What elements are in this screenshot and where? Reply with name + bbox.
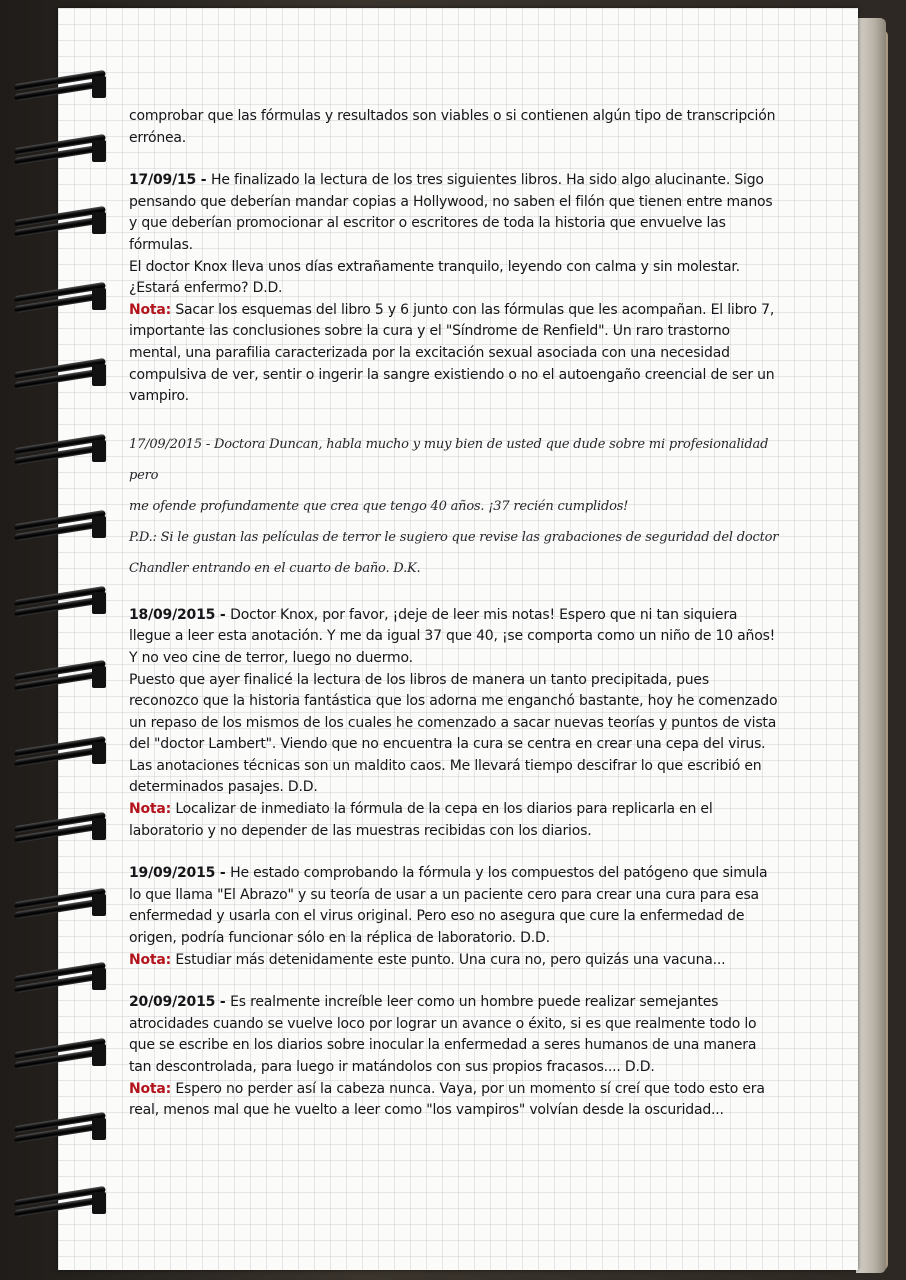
nota-label: Nota:	[129, 951, 172, 968]
entry-body: El doctor Knox lleva unos días extrañamente tranquilo, leyendo con calma y sin molestar. ¿Estará enfermo? D.D.	[129, 258, 740, 297]
spiral-ring	[14, 138, 110, 164]
entry-body: Las anotaciones técnicas son un maldito caos. Me llevará tiempo descifrar lo que escribió en determinados pasajes. D.D.	[129, 757, 762, 796]
nota-text: Estudiar más detenidamente este punto. Una cura no, pero quizás una vacuna...	[171, 951, 726, 968]
handwritten-note	[129, 429, 779, 584]
spiral-binding	[0, 0, 120, 1280]
nota-label: Nota:	[129, 1080, 172, 1097]
handwritten-line: me ofende profundamente que crea que tengo 40 años. ¡37 recién cumplidos!	[129, 498, 629, 514]
spiral-ring	[14, 362, 110, 388]
spiral-ring	[14, 74, 110, 100]
spiral-ring	[14, 966, 110, 992]
entry-date: 18/09/2015 -	[129, 606, 231, 623]
entry-body: Es realmente increíble leer como un hombre puede realizar semejantes atrocidades cuando se vuelve loco por lograr un avance o éxito, si es que realmente todo lo que se escribe en los diarios sobre inocular la enfermedad a seres humanos de una manera tan descontrolada, para luego ir matándolos con sus propios fracasos.... D.D.	[129, 994, 757, 1075]
spiral-ring	[14, 892, 110, 918]
handwritten-line: 17/09/2015 - Doctora Duncan, habla mucho y muy bien de usted que dude sobre mi profesionalidad pero	[129, 436, 769, 483]
entry-body: He finalizado la lectura de los tres siguientes libros. Ha sido algo alucinante. Sigo pensando que deberían mandar copias a Hollywood, no saben el filón que tienen entre manos y que deberían promocionar al escritor o escritores de toda la historia que envuelve las fórmulas.	[129, 172, 773, 253]
spiral-ring	[14, 210, 110, 236]
entry-date: 17/09/15 -	[129, 172, 212, 189]
journal-text	[129, 106, 779, 1122]
entry-18-09-2015	[129, 605, 779, 843]
spiral-ring	[14, 816, 110, 842]
underlying-page	[856, 18, 886, 1273]
entry-19-09-2015	[129, 863, 779, 971]
nota-label: Nota:	[129, 301, 172, 318]
spiral-ring	[14, 514, 110, 540]
entry-body: Puesto que ayer finalicé la lectura de los libros de manera un tanto precipitada, pues reconozco que la historia fantástica que los adorna me enganchó bastante, hoy he comenzado un repaso de los mismos de los cuales he comenzado a sacar nuevas teorías y puntos de vista del "doctor Lambert". Viendo que no encuentra la cura se centra en crear una cepa del virus.	[129, 671, 778, 753]
entry-20-09-2015	[129, 992, 779, 1122]
spiral-ring	[14, 740, 110, 766]
spiral-ring	[14, 1190, 110, 1216]
intro-paragraph: comprobar que las fórmulas y resultados son viables o si contienen algún tipo de transcripción errónea.	[129, 108, 776, 146]
nota-text: Sacar los esquemas del libro 5 y 6 junto con las fórmulas que les acompañan. El libro 7, importante las conclusiones sobre la cura y el "Síndrome de Renfield". Un raro trastorno mental, una parafilia caracterizada por la excitación sexual asociada con una necesidad compulsiva de ver, sentir o ingerir la sangre existiendo o no el autoengaño creencial de ser un vampiro.	[129, 301, 775, 405]
spiral-ring	[14, 1042, 110, 1068]
entry-17-09-15	[129, 170, 779, 408]
nota-text: Espero no perder así la cabeza nunca. Vaya, por un momento sí creí que todo esto era real, menos mal que he vuelto a leer como "los vampiros" volvían desde la oscuridad...	[129, 1080, 765, 1119]
entry-date: 19/09/2015 -	[129, 865, 231, 882]
entry-body: Doctor Knox, por favor, ¡deje de leer mis notas! Espero que ni tan siquiera llegue a leer esta anotación. Y me da igual 37 que 40, ¡se comporta como un niño de 10 años! Y no veo cine de terror, luego no duermo.	[129, 606, 776, 666]
spiral-ring	[14, 438, 110, 464]
handwritten-line: P.D.: Si le gustan las películas de terror le sugiero que revise las grabaciones de seguridad del doctor	[129, 529, 779, 545]
entry-date: 20/09/2015 -	[129, 994, 231, 1011]
nota-label: Nota:	[129, 801, 172, 818]
spiral-ring	[14, 1116, 110, 1142]
nota-text: Localizar de inmediato la fórmula de la cepa en los diarios para replicarla en el laboratorio y no depender de las muestras recibidas con los diarios.	[129, 801, 713, 839]
spiral-ring	[14, 286, 110, 312]
entry-body: He estado comprobando la fórmula y los compuestos del patógeno que simula lo que llama "El Abrazo" y su teoría de usar a un paciente cero para crear una cura para esa enfermedad y usarla con el virus original. Pero eso no asegura que cure la enfermedad de origen, podría funcionar sólo en la réplica de laboratorio. D.D.	[129, 865, 768, 947]
handwritten-line: Chandler entrando en el cuarto de baño. D.K.	[129, 560, 421, 576]
spiral-ring	[14, 590, 110, 616]
spiral-ring	[14, 664, 110, 690]
